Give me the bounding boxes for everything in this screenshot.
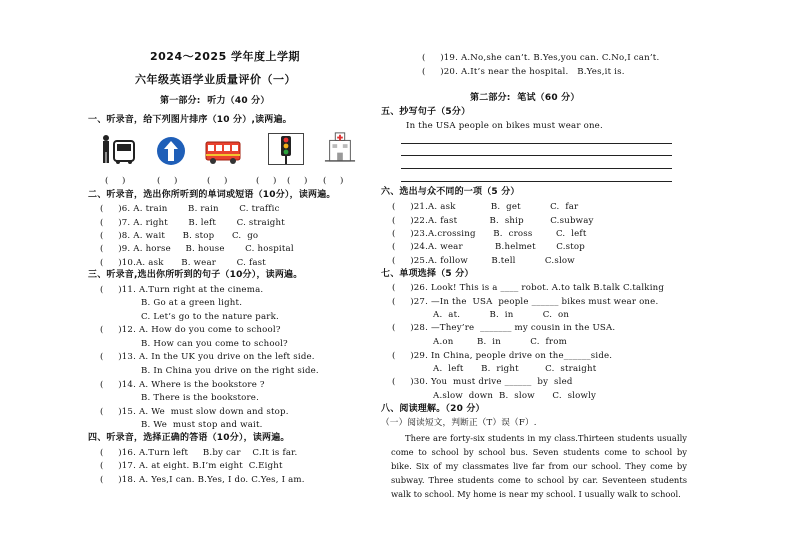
copy-sentence: In the USA people on bikes must wear one. bbox=[406, 121, 603, 131]
question-10: ( )10.A. ask B. wear C. fast bbox=[100, 258, 266, 268]
question-17: ( )17. A. at eight. B.I’m eight C.Eight bbox=[100, 461, 283, 471]
question-15-option-b: B. We must stop and wait. bbox=[100, 420, 263, 430]
section8-heading: 八、阅读理解。（20 分） bbox=[381, 404, 485, 414]
picture-answer-paren: ( ) bbox=[207, 176, 228, 186]
question-22: ( )22.A. fast B. ship C.subway bbox=[392, 216, 594, 226]
question-30: ( )30. You must drive ______ by sled bbox=[392, 377, 573, 387]
question-24: ( )24.A. wear B.helmet C.stop bbox=[392, 242, 585, 252]
go-straight-sign-picture bbox=[153, 135, 189, 167]
writing-line bbox=[401, 181, 672, 182]
writing-line bbox=[401, 168, 672, 169]
exam-title: 六年级英语学业质量评价（一） bbox=[135, 73, 296, 86]
question-8: ( )8. A. wait B. stop C. go bbox=[100, 231, 259, 241]
writing-line bbox=[401, 155, 672, 156]
question-25: ( )25.A. follow B.tell C.slow bbox=[392, 256, 575, 266]
part2-heading: 第二部分: 笔试（60 分） bbox=[470, 93, 580, 103]
section3-heading: 三、听录音,选出你所听到的句子（10分），读两遍。 bbox=[88, 270, 303, 280]
question-6: ( )6. A. train B. rain C. traffic bbox=[100, 204, 280, 214]
picture-answer-paren: ( ) bbox=[256, 176, 277, 186]
question-29-options: A. left B. right C. straight bbox=[392, 364, 597, 374]
question-11: ( )11. A.Turn right at the cinema. bbox=[100, 285, 264, 295]
question-13: ( )13. A. In the UK you drive on the left side. bbox=[100, 352, 315, 362]
question-13-option-b: B. In China you drive on the right side. bbox=[100, 366, 319, 376]
question-14-option-b: B. There is the bookstore. bbox=[100, 393, 260, 403]
section7-heading: 七、单项选择（5 分） bbox=[381, 269, 474, 279]
hospital-building-picture bbox=[322, 131, 358, 163]
picture-answer-paren: ( ) bbox=[105, 176, 126, 186]
reading-passage: There are forty-six students in my class.Thirteen students usually come to school by school bus. Seven students come to school by bike. Six of my classmates live far from our school. They come by subway. Three students come to school by car. Seventeen students walk to school. My home is near my school. I usually walk to school. bbox=[391, 433, 687, 499]
question-15: ( )15. A. We must slow down and stop. bbox=[100, 407, 289, 417]
question-20: ( )20. A.It’s near the hospital. B.Yes,it is. bbox=[422, 67, 625, 77]
traffic-light-picture bbox=[268, 133, 304, 165]
part1-heading: 第一部分: 听力（40 分） bbox=[160, 96, 270, 106]
question-14: ( )14. A. Where is the bookstore ? bbox=[100, 380, 265, 390]
traffic-officer-and-bus-picture bbox=[100, 133, 136, 165]
reading-instruction: （一）阅读短文，判断正（T）误（F）. bbox=[381, 418, 537, 428]
question-12-option-b: B. How can you come to school? bbox=[100, 339, 288, 349]
question-9: ( )9. A. horse B. house C. hospital bbox=[100, 244, 294, 254]
question-29: ( )29. In China, people drive on the______side. bbox=[392, 351, 613, 361]
question-28: ( )28. —They’re _______ my cousin in the USA. bbox=[392, 323, 616, 333]
section4-heading: 四、听录音，选择正确的答语（10分），读两遍。 bbox=[88, 433, 290, 443]
question-30-options: A.slow down B. slow C. slowly bbox=[392, 391, 597, 401]
question-12: ( )12. A. How do you come to school? bbox=[100, 325, 281, 335]
bus-picture bbox=[205, 136, 241, 168]
section1-heading: 一、听录音，给下列图片排序（10 分）,读两遍。 bbox=[88, 115, 292, 125]
section6-heading: 六、选出与众不同的一项（5 分） bbox=[381, 187, 520, 197]
question-11-option-b: B. Go at a green light. bbox=[100, 298, 243, 308]
question-26: ( )26. Look! This is a ____ robot. A.to talk B.talk C.talking bbox=[392, 283, 665, 293]
question-27: ( )27. —In the USA people ______ bikes must wear one. bbox=[392, 297, 659, 307]
question-16: ( )16. A.Turn left B.by car C.It is far. bbox=[100, 448, 298, 458]
question-28-options: A.on B. in C. from bbox=[392, 337, 567, 347]
question-18: ( )18. A. Yes,I can. B.Yes, I do. C.Yes, I am. bbox=[100, 475, 305, 485]
picture-answer-paren: ( ) bbox=[157, 176, 178, 186]
section5-heading: 五、抄写句子（5分） bbox=[381, 107, 471, 117]
question-27-options: A. at. B. in C. on bbox=[392, 310, 570, 320]
question-23: ( )23.A.crossing B. cross C. left bbox=[392, 229, 587, 239]
question-7: ( )7. A. right B. left C. straight bbox=[100, 218, 285, 228]
question-19: ( )19. A.No,she can’t. B.Yes,you can. C.No,I can’t. bbox=[422, 53, 660, 63]
writing-line bbox=[401, 143, 672, 144]
question-11-option-c: C. Let’s go to the nature park. bbox=[100, 312, 279, 322]
exam-year-title: 2024～2025 学年度上学期 bbox=[150, 50, 301, 63]
section2-heading: 二、听录音，选出你所听到的单词或短语（10分），读两遍。 bbox=[88, 190, 336, 200]
picture-answer-paren: ( ) bbox=[287, 176, 308, 186]
picture-answer-paren: ( ) bbox=[323, 176, 344, 186]
question-21: ( )21.A. ask B. get C. far bbox=[392, 202, 579, 212]
